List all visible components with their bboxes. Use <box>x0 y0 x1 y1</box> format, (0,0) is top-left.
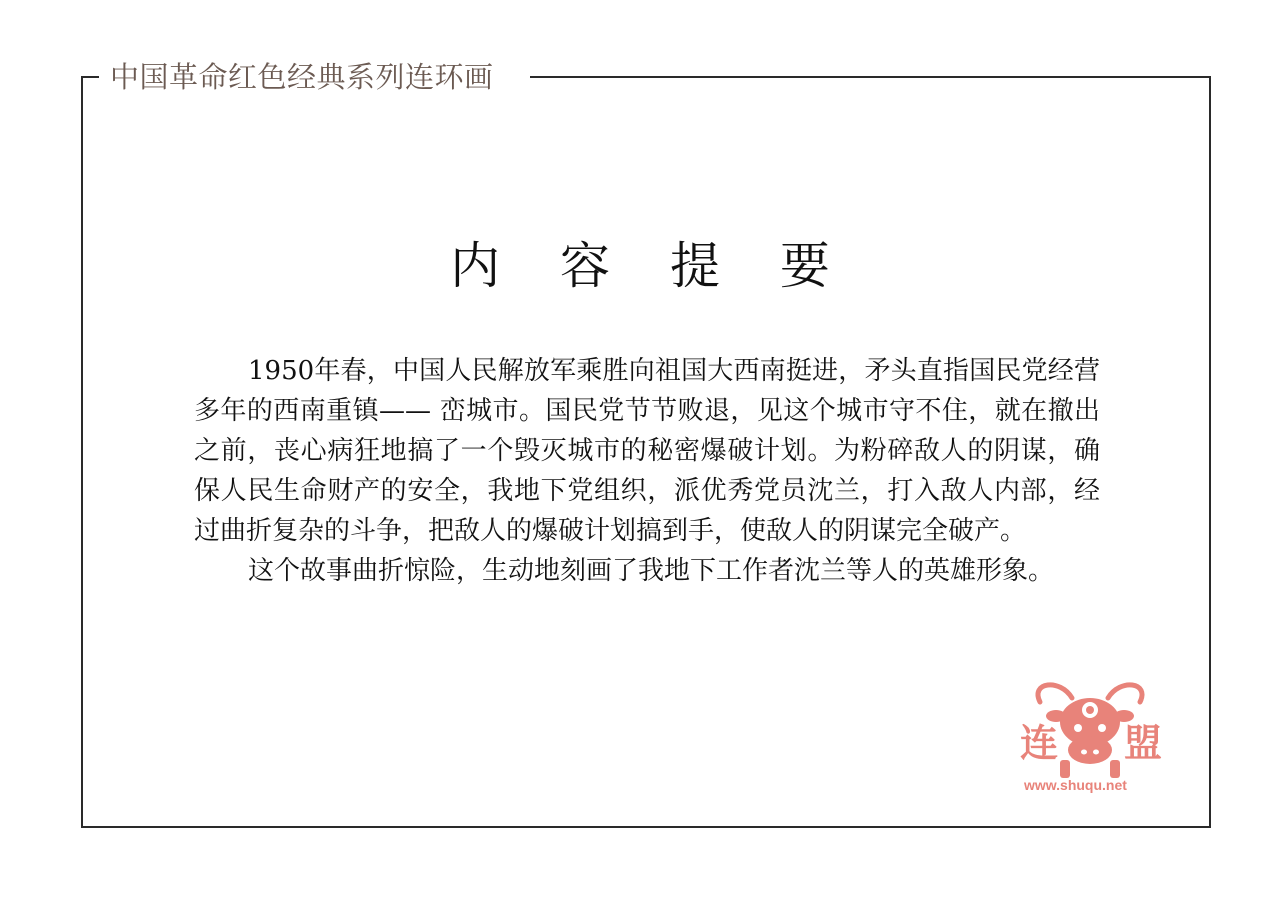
watermark-stamp <box>1010 676 1170 798</box>
summary-body <box>194 351 1100 591</box>
page-heading: 内 容 提 要 <box>450 237 852 295</box>
ox-seal-icon <box>1010 676 1170 798</box>
watermark-char-right: 盟 <box>1124 720 1163 765</box>
frame-top-right-rule <box>530 76 1211 78</box>
series-title: 中国革命红色经典系列连环画 <box>110 60 494 94</box>
summary-paragraph-2: 这个故事曲折惊险，生动地刻画了我地下工作者沈兰等人的英雄形象。 <box>248 556 1055 586</box>
watermark-url: www.shuqu.net <box>1024 777 1127 793</box>
frame-top-left-rule <box>81 76 99 78</box>
summary-paragraph-1: 1950年春，中国人民解放军乘胜向祖国大西南挺进，矛头直指国民党经营多年的西南重镇—— 峦城市。国民党节节败退，见这个城市守不住，就在撤出之前，丧心病狂地搞了一个毁灭城市的秘密爆破计划。为粉碎敌人的阴谋，确保人民生命财产的安全，我地下党组织，派优秀党员沈兰，打入敌人内部，经过曲折复杂的斗争，把敌人的爆破计划搞到手，使敌人的阴谋完全破产。 <box>194 356 1100 546</box>
watermark-char-left: 连 <box>1020 720 1059 765</box>
